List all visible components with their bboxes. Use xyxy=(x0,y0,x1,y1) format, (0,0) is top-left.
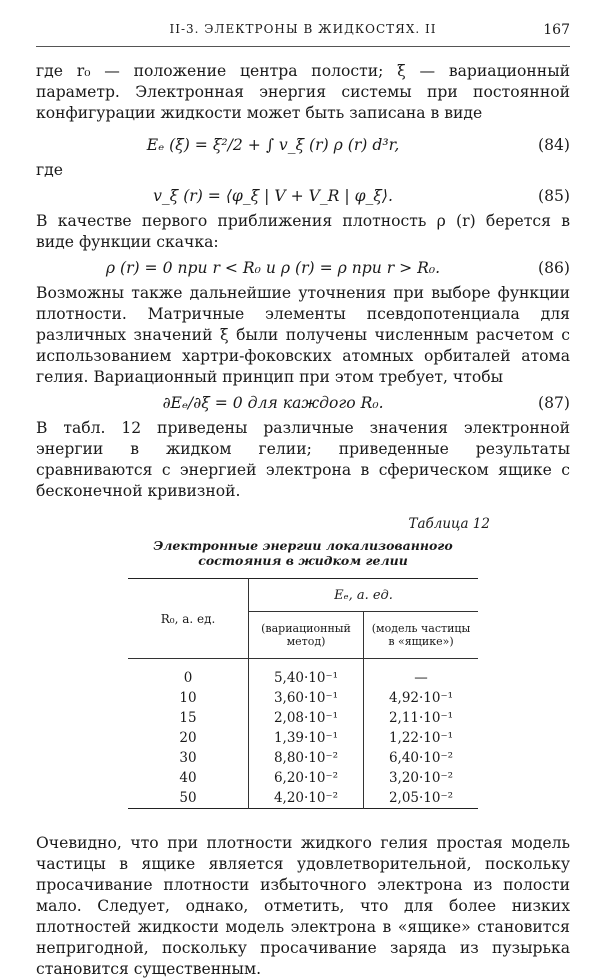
cell-box: 2,11·10⁻¹ xyxy=(388,710,454,726)
where-word: где xyxy=(36,161,63,179)
equation-86-formula: ρ (r) = 0 при r < R₀ и ρ (r) = ρ при r > R₀. xyxy=(105,259,441,277)
cell-r0: 15 xyxy=(128,708,249,728)
equation-85-formula: v_ξ (r) = ⟨φ_ξ | V + V_R | φ_ξ⟩. xyxy=(153,187,393,205)
equation-87 xyxy=(36,388,570,418)
equation-85 xyxy=(36,181,570,211)
equation-84 xyxy=(36,130,570,160)
cell-r0: 10 xyxy=(128,688,249,708)
col-variational-line-2: метод) xyxy=(286,635,326,648)
cell-variational: 8,80·10⁻² xyxy=(249,748,364,768)
table-row xyxy=(128,748,478,768)
equation-84-formula: Eₑ (ξ) = ξ²/2 + ∫ v_ξ (r) ρ (r) d³r, xyxy=(146,136,400,154)
col-box-line-2: в «ящике») xyxy=(388,635,454,648)
cell-variational: 1,39·10⁻¹ xyxy=(249,728,364,748)
table-row xyxy=(128,788,478,809)
cell-variational: 4,20·10⁻² xyxy=(249,788,364,809)
equation-84-number: (84) xyxy=(537,136,570,154)
table-end-rule xyxy=(128,809,478,816)
col-group-header: Eₑ, а. ед. xyxy=(249,579,479,612)
equation-85-number: (85) xyxy=(537,187,570,205)
paragraph-5: Очевидно, что при плотности жидкого гелия простая модель частицы в ящике является удовлетворительной, поскольку просачивание плотности избыточного электрона из полости мало. Следует, однако, отметить, что для более низких плотностей жидкости модель электрона в «ящике» становится непригодной, поскольку просачивание заряда из пузырька становится существенным. xyxy=(36,834,570,978)
table-row xyxy=(128,708,478,728)
header-title: II-3. ЭЛЕКТРОНЫ В ЖИДКОСТЯХ. II xyxy=(169,22,437,36)
paragraph-1: где r₀ — положение центра полости; ξ — вариационный параметр. Электронная энергия системы при постоянной конфигурации жидкости может быть записана в виде xyxy=(36,62,570,122)
table-title-line-1: Электронные энергии локализованного xyxy=(153,538,453,553)
cell-variational: 6,20·10⁻² xyxy=(249,768,364,788)
cell-box: — xyxy=(414,670,428,686)
page xyxy=(36,22,570,980)
col-box-line-1: (модель частицы xyxy=(371,622,471,635)
cell-box: 1,22·10⁻¹ xyxy=(388,730,454,746)
table-row xyxy=(128,659,478,689)
header-rule xyxy=(36,46,570,47)
cell-variational: 2,08·10⁻¹ xyxy=(249,708,364,728)
cell-r0: 0 xyxy=(128,659,249,689)
page-number: 167 xyxy=(543,22,570,38)
cell-variational: 5,40·10⁻¹ xyxy=(249,659,364,689)
cell-box: 2,05·10⁻² xyxy=(388,790,454,806)
cell-r0: 20 xyxy=(128,728,249,748)
equation-87-formula: ∂Eₑ/∂ξ = 0 для каждого R₀. xyxy=(162,394,384,412)
table-title-line-2: состояния в жидком гелии xyxy=(198,553,408,568)
col-variational-line-1: (вариационный xyxy=(261,622,351,635)
table-body xyxy=(128,659,478,809)
cell-box: 3,20·10⁻² xyxy=(388,770,454,786)
running-header xyxy=(36,22,570,44)
cell-r0: 50 xyxy=(128,788,249,809)
paragraph-4: В табл. 12 приведены различные значения электронной энергии в жидком гелии; приведенные результаты сравниваются с энергией электрона в сферическом ящике с бесконечной кривизной. xyxy=(36,419,570,500)
cell-r0: 40 xyxy=(128,768,249,788)
col-box-header xyxy=(364,612,479,659)
cell-variational: 3,60·10⁻¹ xyxy=(249,688,364,708)
table-caption: Таблица 12 xyxy=(408,516,490,532)
equation-87-number: (87) xyxy=(537,394,570,412)
equation-86 xyxy=(36,253,570,283)
cell-r0: 30 xyxy=(128,748,249,768)
table-row xyxy=(128,768,478,788)
table-row xyxy=(128,728,478,748)
col-variational-header xyxy=(249,612,364,659)
col-r0-header: R₀, а. ед. xyxy=(128,579,249,659)
table-row xyxy=(128,688,478,708)
table-title xyxy=(36,538,570,568)
cell-box: 6,40·10⁻² xyxy=(388,750,454,766)
paragraph-2: В качестве первого приближения плотность ρ (r) берется в виде функции скачка: xyxy=(36,212,570,251)
paragraph-3: Возможны также дальнейшие уточнения при выборе функции плотности. Матричные элементы псевдопотенциала для различных значений ξ были получены численным расчетом с использованием хартри-фоковских атомных орбиталей атома гелия. Вариационный принцип при этом требует, чтобы xyxy=(36,284,570,386)
equation-86-number: (86) xyxy=(537,259,570,277)
energy-table xyxy=(128,578,478,815)
cell-box: 4,92·10⁻¹ xyxy=(388,690,454,706)
